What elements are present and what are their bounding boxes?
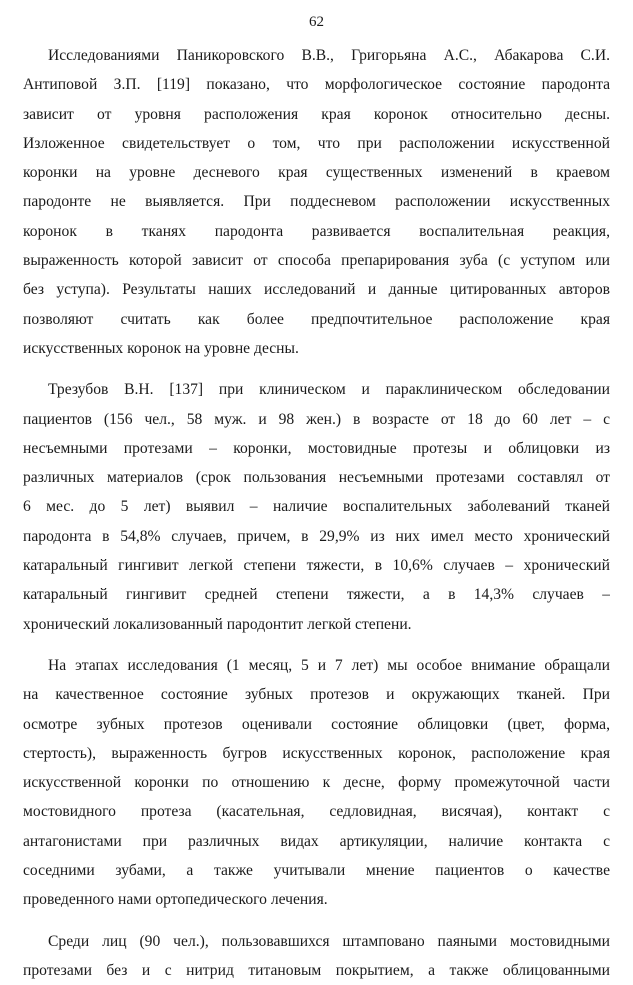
paragraph-2: [23, 375, 610, 639]
text-line: Изложенное свидетельствует о том, что при расположении искусственной: [23, 134, 610, 152]
text-line: коронок в тканях пародонта развивается воспалительная реакция,: [23, 222, 610, 240]
text-line: стертость), выраженность бугров искусственных коронок, расположение края: [23, 744, 610, 762]
text-line: без уступа). Результаты наших исследований и данные цитированных авторов: [23, 281, 610, 299]
paragraph-3: [23, 651, 610, 915]
text-line: соседними зубами, а также учитывали мнение пациентов о качестве: [23, 862, 610, 880]
text-line: мостовидного протеза (касательная, седловидная, висячая), контакт с: [23, 803, 610, 821]
paragraph-4: [23, 927, 610, 985]
paragraph-1: [23, 41, 610, 363]
text-line: протезами без и с нитрид титановым покрытием, а также облицованными: [23, 961, 610, 979]
text-line: искусственной коронки по отношению к десне, форму промежуточной части: [23, 774, 610, 792]
text-line: антагонистами при различных видах артикуляции, наличие контакта с: [23, 832, 610, 850]
text-line: Антиповой З.П. [119] показано, что морфологическое состояние пародонта: [23, 76, 610, 94]
text-line: На этапах исследования (1 месяц, 5 и 7 лет) мы особое внимание обращали: [48, 656, 610, 674]
text-line: несъемными протезами – коронки, мостовидные протезы и облицовки из: [23, 439, 610, 457]
text-line: 6 мес. до 5 лет) выявил – наличие воспалительных заболеваний тканей: [23, 498, 610, 516]
text-line: зависит от уровня расположения края коронок относительно десны.: [23, 105, 610, 123]
text-line: искусственных коронок на уровне десны.: [23, 339, 299, 357]
document-body: [23, 41, 610, 985]
text-line: позволяют считать как более предпочтительное расположение края: [23, 310, 610, 328]
text-line: пациентов (156 чел., 58 муж. и 98 жен.) в возрасте от 18 до 60 лет – с: [23, 410, 610, 428]
text-line: Исследованиями Паникоровского В.В., Григорьяна А.С., Абакарова С.И.: [48, 47, 610, 64]
text-line: Среди лиц (90 чел.), пользовавшихся штамповано паяными мостовидными: [48, 932, 610, 950]
text-line: осмотре зубных протезов оценивали состояние облицовки (цвет, форма,: [23, 715, 610, 733]
text-line: катаральный гингивит легкой степени тяжести, в 10,6% случаев – хронический: [23, 557, 610, 575]
page-number: 62: [309, 14, 324, 30]
text-line: различных материалов (срок пользования несъемными протезами составлял от: [23, 469, 610, 487]
text-line: Трезубов В.Н. [137] при клиническом и параклиническом обследовании: [48, 381, 610, 399]
text-line: на качественное состояние зубных протезов и окружающих тканей. При: [23, 686, 610, 704]
text-line: коронки на уровне десневого края существенных изменений в краевом: [23, 164, 610, 182]
text-line: хронический локализованный пародонтит легкой степени.: [23, 615, 412, 633]
text-line: пародонте не выявляется. При поддесневом расположении искусственных: [23, 193, 610, 211]
text-line: катаральный гингивит средней степени тяжести, а в 14,3% случаев –: [23, 586, 610, 604]
text-line: проведенного нами ортопедического лечения.: [23, 891, 328, 909]
text-line: выраженность которой зависит от способа препарирования зуба (с уступом или: [23, 252, 610, 270]
text-line: пародонта в 54,8% случаев, причем, в 29,9% из них имел место хронический: [23, 527, 610, 545]
